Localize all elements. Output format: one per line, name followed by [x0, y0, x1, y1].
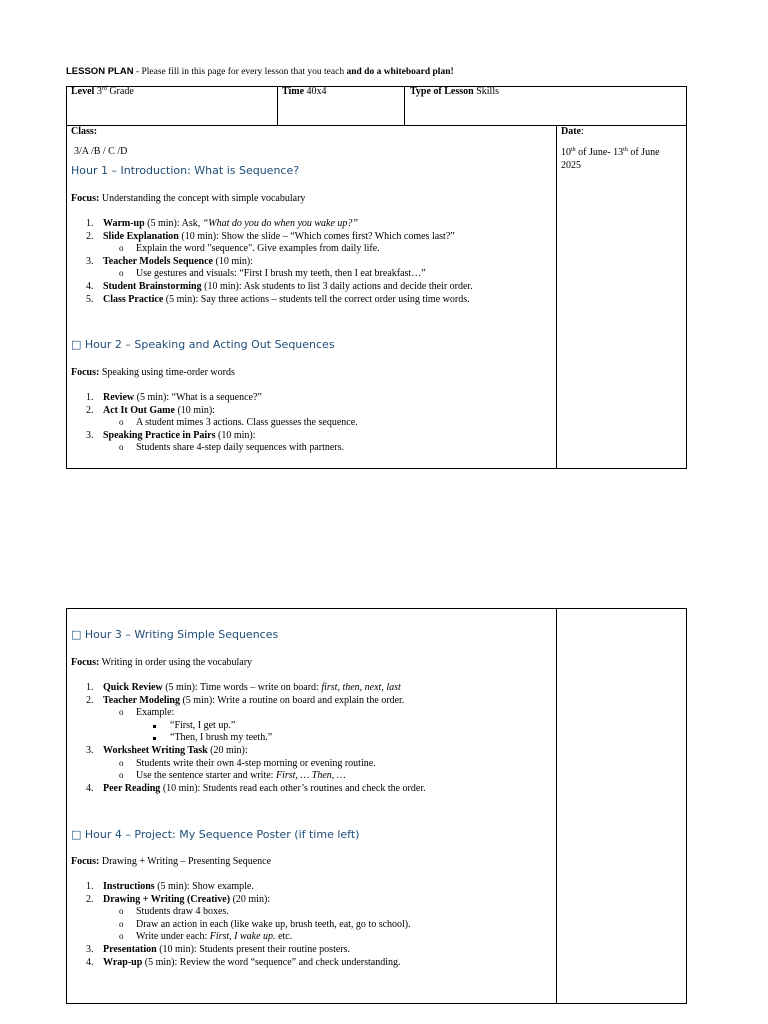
focus-label: Focus: — [71, 367, 100, 378]
list-item — [66, 294, 473, 307]
item-number: 2. — [86, 893, 94, 905]
sub-item: o Students share 4-step daily sequences with partners. — [103, 442, 358, 455]
list-item — [66, 256, 473, 281]
item-title: Worksheet Writing Task — [103, 744, 208, 756]
item-title: Slide Explanation — [103, 230, 179, 242]
item-text: (5 min): Review the word “sequence” and check understanding. — [142, 956, 401, 968]
item-number: 2. — [86, 230, 94, 242]
sub-item: o Draw an action in each (like wake up, brush teeth, eat, go to school). — [103, 919, 411, 932]
hour3-heading-text: Hour 3 – Writing Simple Sequences — [84, 628, 279, 641]
sub-item-text: Write under each: — [136, 931, 210, 943]
focus-label: Focus: — [71, 193, 100, 204]
item-number: 4. — [86, 280, 94, 292]
item-text: (5 min): Ask, — [144, 218, 203, 229]
item-text: (5 min): Say three actions – students tell the correct order using time words. — [163, 293, 470, 305]
list-item — [66, 695, 426, 745]
list-item — [66, 745, 426, 783]
item-text: (10 min): Students present their routine posters. — [156, 943, 351, 955]
list-item — [66, 430, 358, 455]
sub-item-italic: First, I wake up. — [209, 931, 276, 943]
list-item — [66, 405, 358, 430]
item-text: (10 min): Ask students to list 3 daily actions and decide their order. — [201, 280, 473, 292]
hour2-heading — [71, 338, 335, 351]
item-number: 1. — [86, 392, 94, 403]
date-value-line1 — [561, 147, 660, 158]
sub-item: o Explain the word "sequence". Give examples from daily life. — [103, 243, 473, 256]
focus-text: Understanding the concept with simple vocabulary — [99, 193, 306, 204]
item-text: (5 min): Write a routine on board and explain the order. — [179, 694, 405, 706]
list-item — [66, 682, 426, 695]
missing-glyph-icon: □ — [71, 828, 82, 841]
item-number: 3. — [86, 744, 94, 756]
sub-item — [103, 770, 426, 783]
list-item — [66, 218, 473, 231]
item-number: 1. — [86, 218, 94, 229]
sub-sub-item: “Then, I brush my teeth.” — [136, 732, 426, 745]
item-number: 2. — [86, 404, 94, 416]
date-sup: th — [571, 147, 576, 153]
sub-sub-item: “First, I get up.” — [136, 720, 426, 733]
sub-list — [103, 268, 473, 281]
sub-list — [103, 707, 426, 745]
date-label-text: Date — [561, 126, 581, 137]
item-title: Teacher Modeling — [103, 694, 180, 706]
item-number: 3. — [86, 429, 94, 441]
hour2-steps — [66, 392, 358, 455]
item-text: (20 min): — [207, 744, 248, 756]
level-sup: rd — [101, 86, 107, 92]
list-item — [66, 944, 411, 957]
focus-label: Focus: — [71, 856, 100, 867]
item-text: (10 min): Show the slide – “Which comes first? Which comes last?” — [178, 230, 455, 242]
sub-list — [103, 243, 473, 256]
type-label: Type of Lesson — [410, 86, 474, 97]
list-item — [66, 231, 473, 256]
item-number: 3. — [86, 255, 94, 267]
sub-list — [103, 417, 358, 430]
item-number: 2. — [86, 694, 94, 706]
time-label: Time — [282, 86, 305, 97]
item-number: 1. — [86, 682, 94, 693]
item-text: (10 min): — [174, 404, 215, 416]
page-title-line — [66, 66, 454, 77]
item-title: Instructions — [103, 881, 155, 892]
hour2-focus — [71, 367, 235, 378]
sub-item-text: Use the sentence starter and write: — [136, 770, 276, 782]
item-text: (10 min): — [213, 255, 253, 267]
missing-glyph-icon: □ — [71, 628, 82, 641]
item-number: 1. — [86, 881, 94, 892]
time-cell — [282, 86, 327, 97]
sub-item: o A student mimes 3 actions. Class guesses the sequence. — [103, 417, 358, 430]
item-number: 4. — [86, 782, 94, 794]
time-value: 40x4 — [304, 86, 327, 97]
type-cell — [410, 86, 499, 97]
level-value: 3 — [94, 86, 102, 97]
date-colon: : — [581, 126, 584, 137]
sub-item: o Use gestures and visuals: “First I brush my teeth, then I eat breakfast…” — [103, 268, 473, 281]
item-title: Quick Review — [103, 682, 163, 693]
item-title: Wrap-up — [103, 956, 143, 968]
item-text: (20 min): — [230, 893, 271, 905]
list-item — [66, 881, 411, 894]
date-part: 10 — [561, 147, 571, 158]
level-cell — [71, 86, 134, 97]
table-divider — [556, 608, 557, 1004]
list-item — [66, 957, 411, 970]
item-text: (5 min): “What is a sequence?” — [134, 392, 262, 403]
item-title: Warm-up — [103, 218, 145, 229]
item-title: Class Practice — [103, 293, 164, 305]
level-label: Level — [71, 86, 95, 97]
focus-text: Writing in order using the vocabulary — [99, 657, 253, 668]
item-title: Presentation — [103, 943, 157, 955]
sub-list — [103, 906, 411, 944]
hour3-heading — [71, 628, 278, 641]
sub-list — [103, 442, 358, 455]
class-label — [71, 126, 97, 137]
table-divider — [277, 86, 278, 126]
focus-label: Focus: — [71, 657, 100, 668]
item-title: Student Brainstorming — [103, 280, 202, 292]
sub-item — [103, 707, 426, 745]
hour2-heading-text: Hour 2 – Speaking and Acting Out Sequences — [84, 338, 335, 351]
hour4-steps — [66, 881, 411, 969]
sub-item: o Students write their own 4-step morning or evening routine. — [103, 758, 426, 771]
list-item — [66, 281, 473, 294]
focus-text: Speaking using time-order words — [99, 367, 235, 378]
sub-item-italic: First, … Then, … — [275, 770, 346, 782]
sub-sub-list — [136, 720, 426, 745]
hour4-heading — [71, 828, 359, 841]
item-text: (5 min): Time words – write on board: — [162, 682, 322, 693]
date-value-line2: 2025 — [561, 160, 581, 171]
item-italic: first, then, next, last — [321, 682, 401, 693]
list-item — [66, 392, 358, 405]
class-label-text: Class: — [71, 126, 98, 137]
item-title: Review — [103, 392, 135, 403]
class-value: 3/A /B / C /D — [74, 146, 128, 157]
date-part: of June- 13 — [575, 147, 624, 158]
item-title: Peer Reading — [103, 782, 161, 794]
list-item — [66, 783, 426, 796]
item-text: (10 min): Students read each other’s routines and check the order. — [160, 782, 426, 794]
hour3-steps — [66, 682, 426, 795]
item-number: 4. — [86, 956, 94, 968]
item-title: Act It Out Game — [103, 404, 175, 416]
sub-list — [103, 758, 426, 783]
item-title: Speaking Practice in Pairs — [103, 429, 216, 441]
list-item — [66, 894, 411, 944]
page-title: LESSON PLAN — [66, 66, 134, 77]
sub-item-text: etc. — [275, 931, 293, 943]
table-divider — [66, 125, 687, 126]
date-label — [561, 126, 584, 137]
item-text: (10 min): — [215, 429, 256, 441]
hour4-heading-text: Hour 4 – Project: My Sequence Poster (if time left) — [84, 828, 360, 841]
missing-glyph-icon: □ — [71, 338, 82, 351]
item-number: 3. — [86, 943, 94, 955]
instruction-text: - Please fill in this page for every lesson that you teach — [133, 67, 347, 77]
level-suffix: Grade — [106, 86, 134, 97]
item-title: Drawing + Writing (Creative) — [103, 893, 231, 905]
item-title: Teacher Models Sequence — [103, 255, 213, 267]
table-divider — [404, 86, 405, 126]
date-part: of June — [627, 147, 660, 158]
instruction-emphasis: and do a whiteboard plan! — [346, 67, 454, 77]
date-sup: th — [623, 147, 628, 153]
hour1-focus — [71, 193, 305, 204]
table-divider — [556, 125, 557, 469]
hour1-steps — [66, 218, 473, 306]
sub-item — [103, 931, 411, 944]
hour3-focus — [71, 657, 252, 668]
item-number: 5. — [86, 293, 94, 305]
focus-text: Drawing + Writing – Presenting Sequence — [99, 856, 272, 867]
item-text: (5 min): Show example. — [154, 881, 254, 892]
sub-item: o Students draw 4 boxes. — [103, 906, 411, 919]
type-value: Skills — [473, 86, 500, 97]
hour4-focus — [71, 856, 271, 867]
hour1-heading: Hour 1 – Introduction: What is Sequence? — [71, 164, 300, 177]
item-italic: “What do you do when you wake up?” — [202, 218, 358, 229]
sub-item-text: Example: — [136, 707, 175, 719]
